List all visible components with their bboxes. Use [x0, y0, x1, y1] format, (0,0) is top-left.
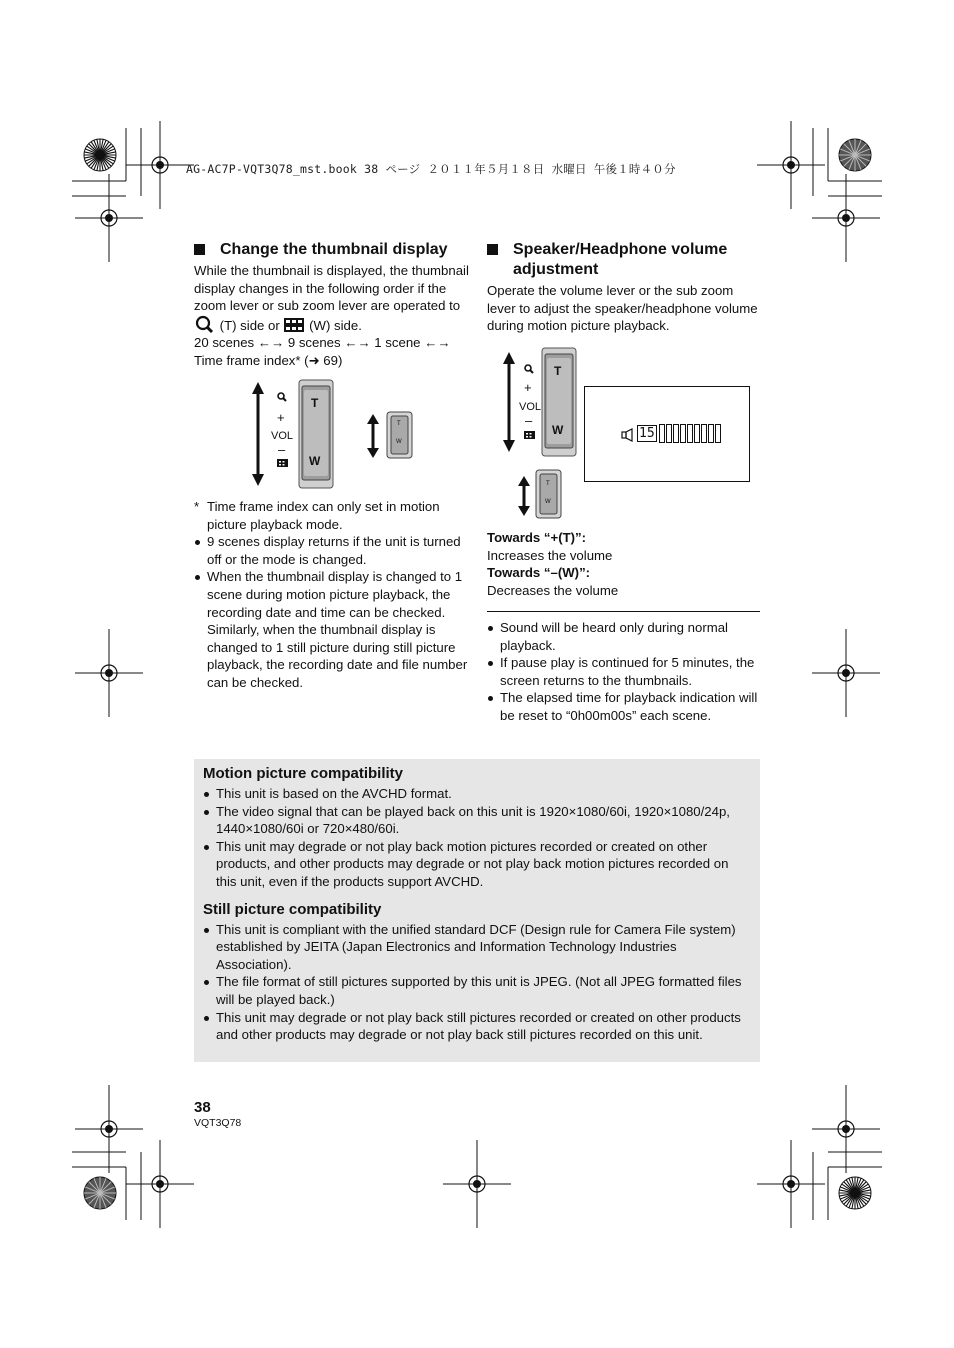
towards-t-desc: Increases the volume [487, 547, 613, 563]
volume-bar [673, 424, 679, 443]
volume-lever-graphic [499, 346, 589, 521]
volume-screen [584, 386, 750, 482]
square-bullet-icon [487, 244, 498, 255]
lever-w-label: W [309, 454, 321, 468]
lever-t-label: T [554, 364, 562, 378]
lever-t-label: T [311, 396, 319, 410]
volume-bar [708, 424, 714, 443]
small-lever-t-label: T [546, 481, 550, 487]
bullet-dot-icon [195, 540, 200, 545]
thumbnail-grid-icon [283, 317, 305, 333]
still-bullet-list [203, 921, 749, 1044]
bullet-dot-icon [488, 626, 493, 631]
thumbnail-paragraph: While the thumbnail is displayed, the thumbnail display changes in the following order if the zoom lever or sub zoom lever are operated to (T) side or (W) side. 20 scenes ←→ 9 scenes ←→ 1 scene ←→ Time frame index* (➜ 69) [194, 263, 469, 368]
note-star: * Time frame index can only set in motion picture playback mode. [194, 499, 440, 532]
list-item: The video signal that can be played back on this unit is 1920×1080/60i, 1920×1080/24p, 1440×1080/60i or 720×480/60i. [203, 803, 749, 838]
bullet-dot-icon [204, 980, 209, 985]
lever-w-label: W [552, 423, 564, 437]
volume-level-value: 15 [639, 426, 655, 441]
list-item: This unit may degrade or not play back still pictures recorded or created on other products and other products may degrade or not play back still pictures recorded on this unit. [203, 1009, 749, 1044]
zoom-lever-diagram-left [248, 378, 418, 490]
volume-paragraph: Operate the volume lever or the sub zoom lever to adjust the speaker/headphone volume during motion picture playback. [487, 283, 758, 334]
right-bullet-list [487, 619, 760, 725]
list-item: 9 scenes display returns if the unit is turned off or the mode is changed. [194, 533, 470, 568]
volume-heading: Speaker/Headphone volume adjustment [487, 240, 760, 280]
towards-t-label: Towards “+(T)”: [487, 530, 587, 545]
volume-bar [715, 424, 721, 443]
volume-bar [659, 424, 665, 443]
volume-bar [680, 424, 686, 443]
lever-vol-label: VOL [519, 401, 542, 413]
list-item: Sound will be heard only during normal playback. [487, 619, 760, 654]
list-item: This unit is compliant with the unified standard DCF (Design rule for Camera File system) established by JEITA (Japan Electronics and Information Technology Industries Association). [203, 921, 749, 974]
speaker-icon [621, 428, 635, 442]
lever-minus-label: – [525, 413, 533, 428]
list-item: The elapsed time for playback indication will be reset to “0h00m00s” each scene. [487, 689, 760, 724]
list-item: When the thumbnail display is changed to 1 scene during motion picture playback, the recording date and time can be checked. Similarly, when the thumbnail display is changed to 1 still picture during still picture playback, the recording date and file number can be checked. [194, 568, 470, 691]
list-item: If pause play is continued for 5 minutes, the screen returns to the thumbnails. [487, 654, 760, 689]
small-lever-w-label: W [396, 439, 402, 445]
square-bullet-icon [194, 244, 205, 255]
volume-bar [687, 424, 693, 443]
right-column [487, 240, 760, 335]
bullet-dot-icon [488, 696, 493, 701]
motion-bullet-list [203, 785, 749, 891]
page-code: VQT3Q78 [194, 1117, 242, 1129]
list-item: The file format of still pictures supported by this unit is JPEG. (Not all JPEG formatted files will be played back.) [203, 973, 749, 1008]
volume-lever-diagram [499, 346, 589, 521]
divider [487, 611, 760, 612]
bullet-dot-icon [204, 845, 209, 850]
towards-w-label: Towards “–(W)”: [487, 565, 591, 581]
still-compat-heading: Still picture compatibility [203, 900, 382, 918]
towards-w-desc: Decreases the volume [487, 582, 619, 598]
motion-compat-heading: Motion picture compatibility [203, 765, 404, 782]
list-item: This unit is based on the AVCHD format. [203, 785, 749, 803]
left-bullet-list [194, 533, 470, 691]
page-number: 38 [194, 1099, 211, 1116]
right-notes [487, 619, 760, 725]
bullet-dot-icon [488, 661, 493, 666]
left-column [194, 240, 470, 370]
bullet-dot-icon [204, 928, 209, 933]
bullet-dot-icon [204, 810, 209, 815]
lever-plus-label: + [524, 380, 532, 395]
compatibility-box [194, 759, 760, 1062]
left-notes [194, 498, 470, 692]
small-lever-w-label: W [545, 499, 551, 505]
bullet-dot-icon [204, 792, 209, 797]
print-file-header: AG-AC7P-VQT3Q78_mst.book 38 ページ ２０１１年５月１８日 水曜日 午後１時４０分 [186, 162, 676, 176]
bullet-dot-icon [195, 575, 200, 580]
small-lever-t-label: T [397, 421, 401, 427]
volume-bar [701, 424, 707, 443]
thumbnail-heading: Change the thumbnail display [194, 240, 470, 260]
lever-minus-label: – [278, 442, 286, 457]
lever-vol-label: VOL [271, 430, 294, 442]
lever-plus-label: + [277, 410, 285, 425]
list-item: This unit may degrade or not play back motion pictures recorded or created on other products, and other products may degrade or not play back motion pictures recorded on this unit, even if the products support AVCHD. [203, 838, 749, 891]
volume-bar [666, 424, 672, 443]
magnifier-icon [194, 315, 216, 333]
towards-text [487, 529, 760, 599]
bullet-dot-icon [204, 1016, 209, 1021]
volume-bar [694, 424, 700, 443]
